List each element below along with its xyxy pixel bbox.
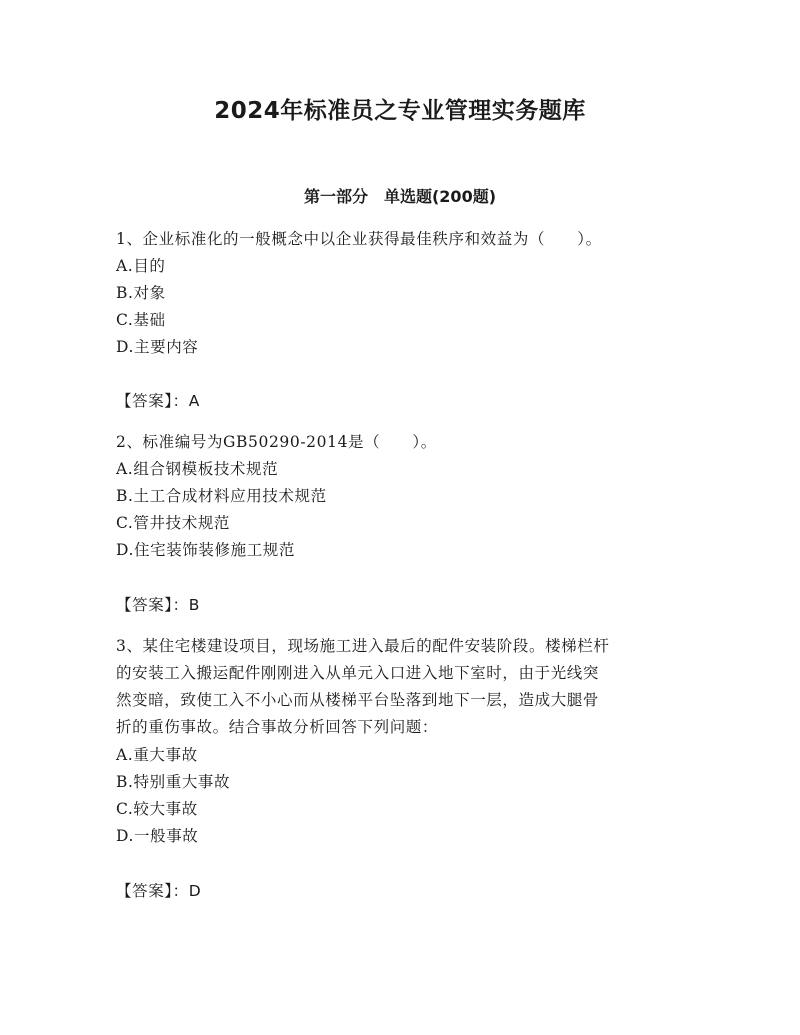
option-d: D.主要内容 bbox=[116, 338, 199, 356]
question-stem-line-3: 然变暗，致使工入不小心而从楼梯平台坠落到地下一层，造成大腿骨 bbox=[116, 691, 600, 709]
section-heading: 第一部分 单选题(200题) bbox=[303, 187, 497, 206]
option-a: A.目的 bbox=[116, 257, 166, 275]
question-stem-line-4: 折的重伤事故。结合事故分析回答下列问题： bbox=[116, 718, 439, 736]
option-c: C.管井技术规范 bbox=[116, 514, 231, 532]
option-c: C.基础 bbox=[116, 311, 166, 329]
option-b: B.特别重大事故 bbox=[116, 773, 231, 791]
option-b: B.对象 bbox=[116, 284, 166, 302]
answer-line: 【答案】：D bbox=[116, 882, 202, 900]
option-d: D.一般事故 bbox=[116, 827, 199, 845]
question-stem-line-2: 的安装工入搬运配件刚刚进入从单元入口进入地下室时，由于光线突 bbox=[116, 664, 600, 682]
answer-line: 【答案】：A bbox=[116, 392, 200, 410]
answer-line: 【答案】：B bbox=[116, 596, 200, 614]
option-a: A.组合钢模板技术规范 bbox=[116, 460, 279, 478]
option-a: A.重大事故 bbox=[116, 746, 198, 764]
option-c: C.较大事故 bbox=[116, 800, 198, 818]
question-stem-line-1: 3、某住宅楼建设项目，现场施工进入最后的配件安装阶段。楼梯栏杆 bbox=[116, 637, 610, 655]
document-title: 2024年标准员之专业管理实务题库 bbox=[214, 98, 586, 124]
question-stem: 2、标准编号为GB50290-2014是（ ）。 bbox=[116, 433, 437, 451]
option-d: D.住宅装饰装修施工规范 bbox=[116, 541, 296, 559]
option-b: B.土工合成材料应用技术规范 bbox=[116, 487, 327, 505]
question-stem: 1、企业标准化的一般概念中以企业获得最佳秩序和效益为（ ）。 bbox=[116, 230, 602, 248]
